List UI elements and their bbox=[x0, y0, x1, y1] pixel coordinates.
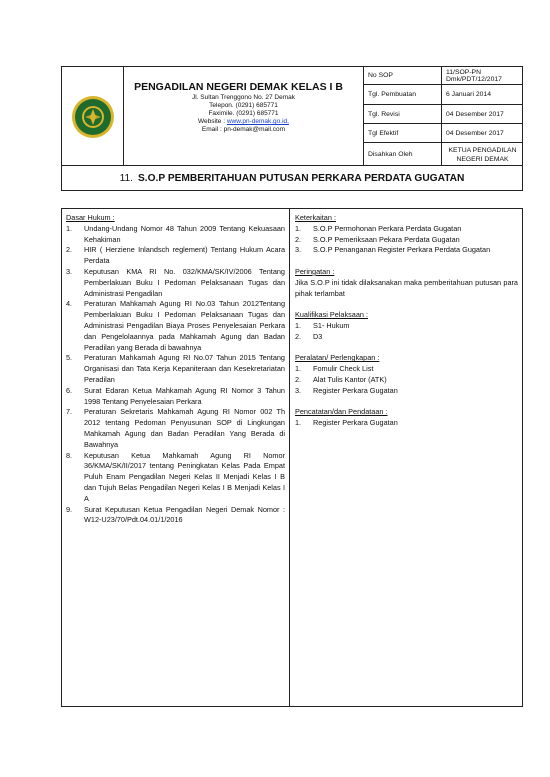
list-item: 5. Peraturan Mahkamah Agung RI No.07 Tahun 2015 Tentang Organisasi dan Tata Kerja Kepaniteraan dan Kesekretariatan Peradilan bbox=[66, 353, 285, 384]
meta-row-tgl-revisi bbox=[364, 105, 523, 124]
pencatatan-list bbox=[295, 418, 518, 429]
peralatan-heading: Peralatan/ Perlengkapan : bbox=[295, 353, 380, 363]
organization-website bbox=[124, 118, 363, 126]
sop-body-table bbox=[61, 208, 523, 707]
pencatatan-heading: Pencatatan/dan Pendataan : bbox=[295, 407, 388, 417]
website-link[interactable]: www.pn-demak.go.id, bbox=[226, 118, 289, 125]
keterkaitan-list bbox=[295, 224, 518, 256]
peringatan-heading: Peringatan : bbox=[295, 266, 335, 276]
list-item: 3. S.O.P Penanganan Register Perkara Perdata Gugatan bbox=[295, 245, 491, 255]
sop-header-table bbox=[61, 66, 523, 166]
sop-number: 11. bbox=[119, 172, 133, 184]
list-item: 1. S.O.P Permohonan Perkara Perdata Gugatan bbox=[295, 223, 462, 233]
sop-details-column bbox=[290, 209, 522, 706]
kualifikasi-heading: Kualifikasi Pelaksaan : bbox=[295, 310, 369, 320]
meta-row-no-sop bbox=[364, 67, 523, 85]
organization-info bbox=[124, 67, 364, 166]
kualifikasi-list bbox=[295, 321, 518, 343]
organization-address: Jl. Sultan Trenggono No. 27 Demak bbox=[192, 94, 295, 101]
meta-row-tgl-pembuatan bbox=[364, 85, 523, 105]
keterkaitan-heading: Keterkaitan : bbox=[295, 213, 336, 222]
list-item: 1. Register Perkara Gugatan bbox=[295, 418, 398, 428]
meta-row-disahkan-oleh bbox=[364, 143, 523, 166]
list-item: 6. Surat Edaran Ketua Mahkamah Agung RI Nomor 3 Tahun 1998 Tentang Penyelesaian Perkara bbox=[66, 385, 285, 406]
peralatan-list bbox=[295, 364, 518, 396]
legal-basis-column bbox=[62, 209, 290, 706]
list-item: 3. Keputusan KMA RI No. 032/KMA/SK/IV/2006 Tentang Pemberlakuan Buku I Pedoman Pelaksanaan Tugas dan Administrasi Pengadilan bbox=[66, 266, 285, 298]
meta-key: Disahkan Oleh bbox=[364, 143, 442, 166]
website-label: Website : bbox=[198, 118, 227, 125]
meta-key: Tgl Efektif bbox=[364, 124, 442, 142]
list-item: 2. HIR ( Herziene Inlandsch reglement) Tentang Hukum Acara Perdata bbox=[66, 245, 285, 266]
list-item: 9. Surat Keputusan Ketua Pengadilan Negeri Demak Nomor : W12-U23/70/Pdt.04.01/1/2016 bbox=[66, 504, 285, 525]
organization-fax: Faximile. (0291) 685771 bbox=[208, 110, 279, 117]
logo-cell bbox=[62, 67, 124, 166]
list-item: 7. Peraturan Sekretaris Mahkamah Agung RI Nomor 002 Th 2012 tentang Pedoman Penyusunan SOP di Lingkungan Mahkamah Agung dan Badan Peradilan Yang Berada di Bawahnya bbox=[66, 407, 285, 449]
sop-title: S.O.P PEMBERITAHUAN PUTUSAN PERKARA PERDATA GUGATAN bbox=[138, 172, 465, 184]
organization-phone: Telepon. (0291) 685771 bbox=[209, 102, 278, 109]
list-item: 2. Alat Tulis Kantor (ATK) bbox=[295, 374, 387, 384]
list-item: 3. Register Perkara Gugatan bbox=[295, 385, 398, 395]
meta-key: Tgl. Pembuatan bbox=[364, 85, 442, 104]
list-item: 1. Fomulir Check List bbox=[295, 364, 374, 374]
court-emblem-logo bbox=[71, 95, 115, 139]
meta-value: 04 Desember 2017 bbox=[446, 129, 504, 137]
legal-basis-list bbox=[66, 224, 285, 526]
legal-basis-heading: Dasar Hukum : bbox=[66, 213, 115, 222]
meta-key: Tgl. Revisi bbox=[364, 105, 442, 123]
list-item: 4. Peraturan Mahkamah Agung RI No.03 Tahun 2012Tentang Pemberlakuan Buku I Pedoman Pelaksanaan Tugas dan Administrasi Pengadilan Biaya Proses Penyelesaian Perkara dan Pengelolaannya pada Mahkamah Agung dan Badan Peradilan yang Berada di bawahnya bbox=[66, 299, 285, 352]
meta-key: No SOP bbox=[364, 67, 442, 84]
list-item: 8. Keputusan Ketua Mahkamah Agung RI Nomor 36/KMA/SK/II/2017 tentang Peningkatan Kelas Pada Empat Puluh Enam Pengadilan Negeri Kelas II Menjadi Kelas I B dan Tujuh Belas Pengadilan Negeri Kelas I B Menjadi Kelas I A bbox=[66, 450, 285, 503]
peringatan-text: Jika S.O.P ini tidak dilaksanakan maka pemberitahuan putusan para pihak terlambat bbox=[295, 277, 518, 298]
list-item: 2. D3 bbox=[295, 331, 323, 341]
sop-title-bar bbox=[61, 166, 523, 191]
organization-email: Email : pn-demak@mail.com bbox=[201, 126, 286, 133]
meta-row-tgl-efektif bbox=[364, 124, 523, 143]
meta-value: 04 Desember 2017 bbox=[446, 110, 504, 118]
meta-value: 6 Januari 2014 bbox=[446, 91, 491, 98]
organization-name: PENGADILAN NEGERI DEMAK KELAS I B bbox=[134, 81, 343, 93]
list-item: 2. S.O.P Pemeriksaan Pekara Perdata Gugatan bbox=[295, 234, 460, 244]
list-item: 1. Undang-Undang Nomor 48 Tahun 2009 Tentang Kekuasaan Kehakiman bbox=[66, 223, 285, 244]
meta-value: 11/SOP-PN Dmk/PDT/12/2017 bbox=[446, 68, 502, 83]
meta-value: KETUA PENGADILAN NEGERI DEMAK bbox=[448, 146, 517, 163]
list-item: 1. S1- Hukum bbox=[295, 320, 350, 330]
